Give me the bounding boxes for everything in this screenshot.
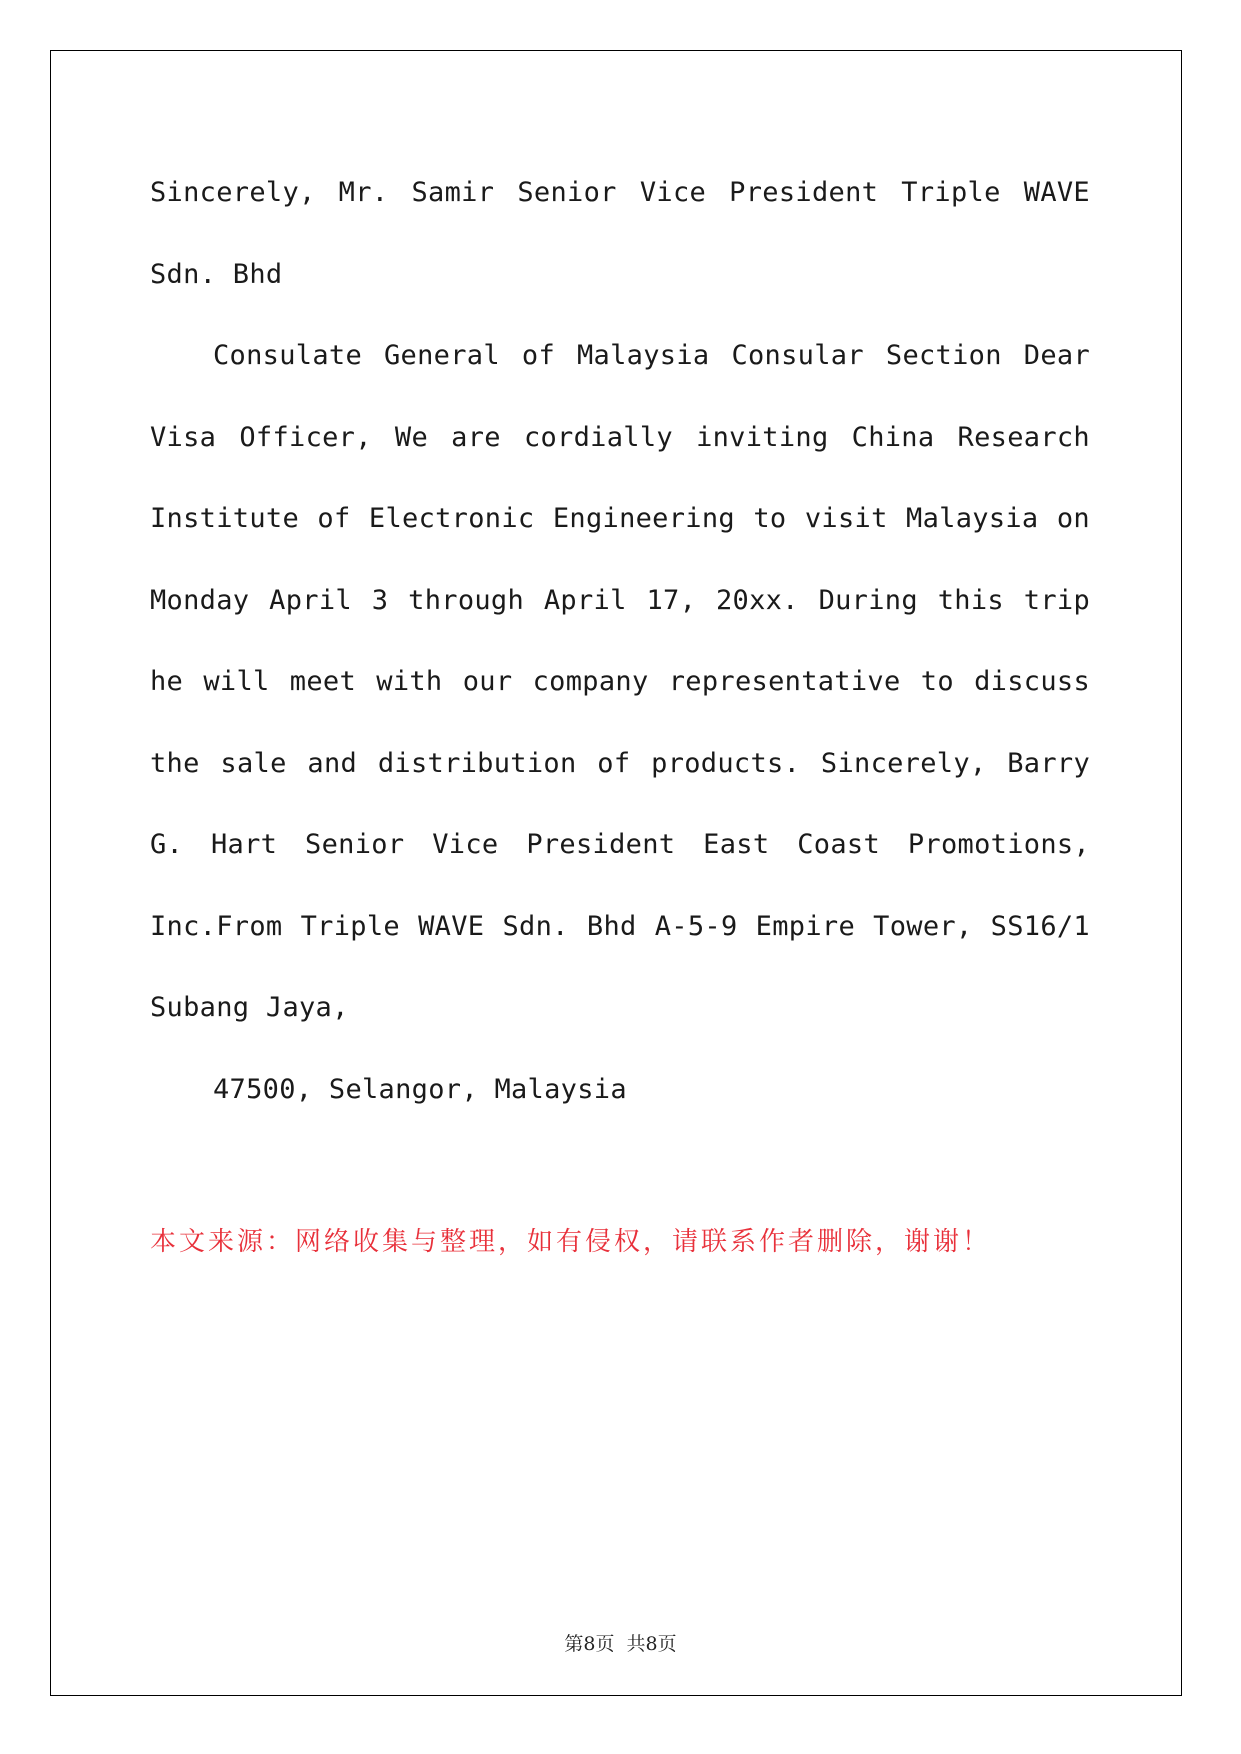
page-footer: [0, 1629, 1241, 1656]
paragraph-address: 47500, Selangor, Malaysia: [213, 1073, 627, 1105]
page-total: 共8页: [626, 1633, 677, 1655]
paragraph-signature: Sincerely, Mr. Samir Senior Vice President Triple WAVE Sdn. Bhd: [150, 177, 1090, 290]
document-body: [150, 152, 1090, 1130]
page-number: 第8页: [564, 1633, 615, 1655]
source-note: 本文来源：网络收集与整理，如有侵权，请联系作者删除，谢谢！: [150, 1227, 992, 1257]
paragraph-invitation: Consulate General of Malaysia Consular Section Dear Visa Officer, We are cordially inviting China Research Institute of Electronic Engineering to visit Malaysia on Monday April 3 through April 17, 20xx. During this trip he will meet with our company representative to discuss the sale and distribution of products. Sincerely, Barry G. Hart Senior Vice President East Coast Promotions, Inc.From Triple WAVE Sdn. Bhd A-5-9 Empire Tower, SS16/1 Subang Jaya,: [150, 340, 1090, 1023]
